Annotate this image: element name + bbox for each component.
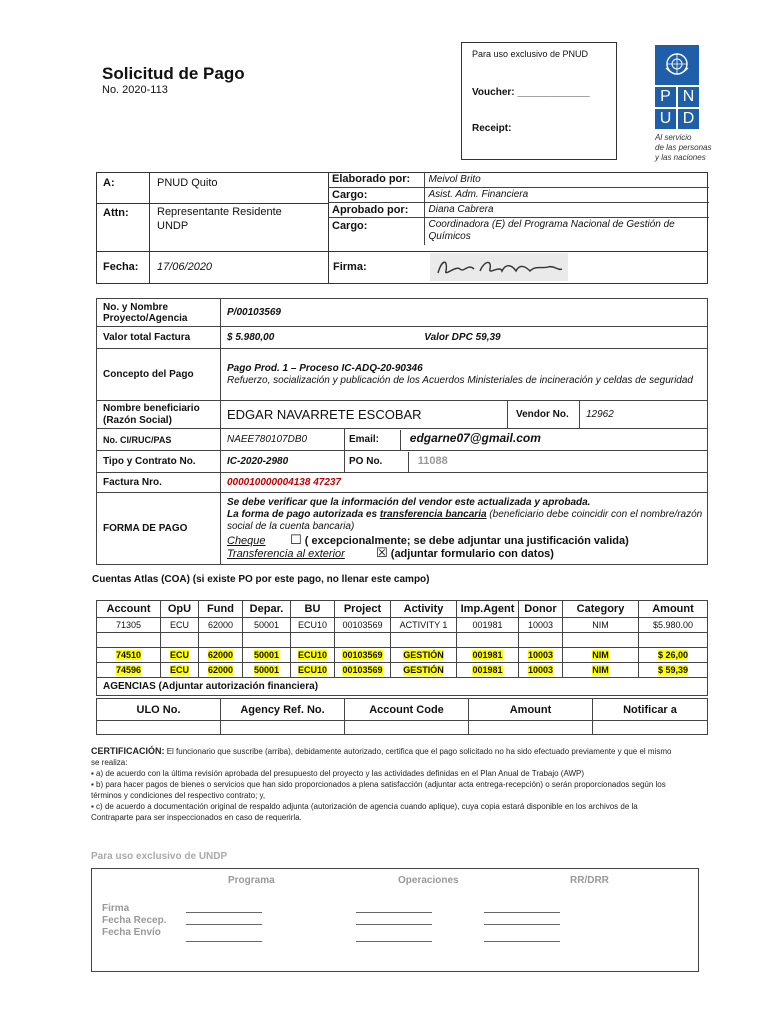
addressee-block	[96, 172, 708, 284]
agencias-header: Account Code	[345, 699, 469, 721]
receipt-field[interactable]: Receipt:	[472, 123, 512, 134]
email-value[interactable]: edgarne07@gmail.com	[409, 430, 541, 445]
coa-cell: 001981	[472, 650, 503, 660]
signature-line[interactable]	[186, 912, 262, 913]
coa-cell: ACTIVITY 1	[391, 618, 457, 633]
logo-caption: Al servicio	[655, 133, 692, 142]
email-label: Email:	[345, 430, 401, 450]
table-row	[97, 721, 708, 735]
coa-header: Depar.	[243, 601, 291, 618]
cheque-note: ( excepcionalmente; se debe adjuntar una justificación valida)	[304, 535, 629, 547]
signatories-table	[328, 172, 709, 245]
coa-cell: 50001	[253, 665, 280, 675]
coa-cell: NIM	[592, 665, 609, 675]
coa-header: Donor	[519, 601, 563, 618]
cert-title: CERTIFICACIÓN:	[91, 746, 165, 756]
undp-box-title: Para uso exclusivo de UNDP	[91, 851, 228, 862]
cert-item-b: ▪ b) para hacer pagos de bienes o servicios que han sido proporcionados a plena satisfacción (adjuntar acta entrega-recepción) o serán proporcionados según los términos y condiciones del respectivo contrato; y,	[91, 780, 666, 800]
pnud-use-box	[461, 42, 617, 160]
cargo-value: Coordinadora (E) del Programa Nacional de Gestión de Químicos	[424, 217, 709, 245]
coa-cell: $ 26,00	[657, 650, 689, 660]
proyecto-value: P/00103569	[221, 299, 708, 327]
signature-line[interactable]	[356, 924, 432, 925]
logo-caption: y las naciones	[655, 153, 706, 162]
po-label: PO No.	[345, 452, 409, 472]
signature-line[interactable]	[186, 924, 262, 925]
project-table	[96, 298, 708, 565]
coa-header: Category	[563, 601, 639, 618]
cert-intro: El funcionario que suscribe (arriba), debidamente autorizado, certifica que el pago solicitado no ha sido efectuado previamente y que el mismo se realiza:	[91, 747, 672, 767]
col-rr-drr: RR/DRR	[570, 875, 609, 886]
signature-line[interactable]	[484, 912, 560, 913]
logo-letter: P	[655, 87, 676, 107]
agencias-title: AGENCIAS (Adjuntar autorización financiera)	[97, 678, 708, 696]
ci-value: NAEE780107DB0	[221, 429, 345, 451]
coa-header: OpU	[161, 601, 199, 618]
transferencia-note: (adjuntar formulario con datos)	[390, 548, 554, 560]
cert-item-a: ▪ a) de acuerdo con la última revisión aprobada del presupuesto del proyecto y las actividades definidas en el Plan Anual de Trabajo (AWP)	[91, 769, 585, 778]
table-row	[97, 663, 708, 678]
logo-letter: U	[655, 109, 676, 129]
coa-cell: 62000	[207, 665, 234, 675]
forma-line-2b: transferencia bancaria	[379, 509, 487, 520]
coa-cell: GESTIÓN	[403, 650, 444, 660]
cert-item-c: ▪ c) de acuerdo a documentación original de respaldo adjunta (autorización de agencia cuando aplique), cuya copia estará disponible en los archivos de la Contraparte para ser inspeccionados en caso de requerirla.	[91, 802, 638, 822]
beneficiario-label: Nombre beneficiario (Razón Social)	[97, 401, 221, 429]
coa-cell: ECU	[169, 665, 189, 675]
coa-cell: 10003	[519, 618, 563, 633]
coa-cell: 62000	[207, 650, 234, 660]
logo-caption: de las personas	[655, 143, 712, 152]
factura-label: Factura Nro.	[97, 473, 221, 493]
a-label: A:	[103, 177, 115, 189]
coa-cell: 62000	[199, 618, 243, 633]
cargo-value: Asist. Adm. Financiera	[424, 187, 709, 202]
factura-value: 000010000004138 47237	[221, 473, 708, 493]
col-operaciones: Operaciones	[398, 875, 459, 886]
un-emblem-icon	[655, 45, 699, 85]
fecha-value: 17/06/2020	[157, 261, 213, 273]
cheque-option: Cheque	[227, 535, 266, 547]
aprobado-value: Diana Cabrera	[424, 202, 709, 217]
table-row	[97, 618, 708, 633]
coa-header: Activity	[391, 601, 457, 618]
coa-cell: 71305	[97, 618, 161, 633]
attn-value-2: UNDP	[157, 220, 189, 232]
cheque-checkbox[interactable]: ☐	[290, 532, 302, 547]
coa-cell: ECU	[161, 618, 199, 633]
forma-pago-label: FORMA DE PAGO	[97, 493, 221, 565]
coa-header: Account	[97, 601, 161, 618]
coa-cell: 74510	[115, 650, 142, 660]
fecha-envio-label: Fecha Envío	[102, 927, 161, 938]
ci-label: No. CI/RUC/PAS	[97, 429, 221, 451]
coa-cell: 00103569	[342, 665, 383, 675]
cargo-label: Cargo:	[328, 187, 424, 202]
concepto-line-1: Pago Prod. 1 – Proceso IC-ADQ-20-90346	[227, 362, 423, 374]
agencias-header: ULO No.	[97, 699, 221, 721]
coa-header: BU	[291, 601, 335, 618]
vendor-value: 12962	[580, 401, 708, 429]
signature-line[interactable]	[356, 941, 432, 942]
forma-line-2a: La forma de pago autorizada es	[227, 509, 380, 520]
signature-line[interactable]	[356, 912, 432, 913]
coa-cell: 00103569	[342, 650, 383, 660]
coa-cell: NIM	[592, 650, 609, 660]
coa-title: Cuentas Atlas (COA) (si existe PO por este pago, no llenar este campo)	[92, 574, 430, 585]
attn-value: Representante Residente	[157, 206, 282, 218]
transferencia-option: Transferencia al exterior	[227, 548, 345, 560]
coa-header: Amount	[639, 601, 708, 618]
attn-label: Attn:	[103, 207, 129, 219]
coa-cell: $ 59,39	[657, 665, 689, 675]
valor-label: Valor total Factura	[97, 327, 221, 349]
coa-header: Project	[335, 601, 391, 618]
agencias-table	[96, 698, 708, 735]
coa-header-row	[97, 601, 708, 618]
coa-header: Fund	[199, 601, 243, 618]
fecha-recep-label: Fecha Recep.	[102, 915, 167, 926]
valor-value: $ 5.980,00	[227, 332, 275, 343]
logo-letter: N	[678, 87, 699, 107]
coa-cell: ECU	[169, 650, 189, 660]
coa-cell: 10003	[527, 650, 554, 660]
vendor-label: Vendor No.	[508, 401, 580, 429]
firma-row-label: Firma	[102, 903, 130, 914]
coa-table	[96, 600, 708, 696]
signature-line[interactable]	[186, 941, 262, 942]
undp-logo	[655, 45, 712, 163]
coa-cell: ECU10	[291, 618, 335, 633]
agencias-header: Notificar a	[593, 699, 708, 721]
transferencia-checkbox[interactable]: ☒	[376, 545, 388, 560]
forma-line-2c: (beneficiario debe coincidir con el nombre/razón social de la cuenta bancaria)	[227, 509, 703, 532]
undp-use-box	[91, 868, 699, 972]
coa-cell: 001981	[457, 618, 519, 633]
firma-label: Firma:	[333, 261, 367, 273]
col-programa: Programa	[228, 875, 275, 886]
certification-text	[91, 746, 681, 823]
beneficiario-value: EDGAR NAVARRETE ESCOBAR	[221, 401, 508, 429]
tipo-label: Tipo y Contrato No.	[97, 451, 221, 473]
elaborado-value: Meivol Brito	[424, 172, 709, 187]
coa-cell: NIM	[563, 618, 639, 633]
coa-cell: 10003	[527, 665, 554, 675]
valor-dpc: Valor DPC 59,39	[424, 332, 501, 343]
a-value: PNUD Quito	[157, 177, 218, 189]
coa-cell: 74596	[115, 665, 142, 675]
logo-letter: D	[678, 109, 699, 129]
voucher-field[interactable]: Voucher: _____________	[472, 87, 590, 98]
forma-line-1: Se debe verificar que la información del vendor este actualizada y aprobada.	[227, 497, 591, 508]
coa-cell: GESTIÓN	[403, 665, 444, 675]
signature-line[interactable]	[484, 924, 560, 925]
coa-cell: 50001	[253, 650, 280, 660]
signature-line[interactable]	[484, 941, 560, 942]
signature-image	[430, 253, 568, 281]
pnud-box-title: Para uso exclusivo de PNUD	[472, 49, 589, 59]
coa-cell: ECU10	[297, 665, 327, 675]
table-row	[97, 633, 708, 648]
po-value: 11088	[417, 454, 448, 467]
table-row	[97, 648, 708, 663]
fecha-label: Fecha:	[103, 261, 139, 273]
aprobado-label: Aprobado por:	[328, 202, 424, 217]
coa-header: Imp.Agent	[457, 601, 519, 618]
proyecto-label: No. y Nombre Proyecto/Agencia	[97, 299, 221, 327]
coa-cell: ECU10	[297, 650, 327, 660]
coa-cell: 50001	[243, 618, 291, 633]
concepto-label: Concepto del Pago	[97, 349, 221, 401]
coa-cell: $5.980.00	[639, 618, 708, 633]
concepto-line-2: Refuerzo, socialización y publicación de los Acuerdos Ministeriales de incineración y celdas de seguridad	[227, 374, 693, 386]
document-number: No. 2020-113	[102, 84, 168, 96]
agencias-header: Agency Ref. No.	[221, 699, 345, 721]
agencias-header: Amount	[469, 699, 593, 721]
document-title: Solicitud de Pago	[102, 64, 245, 83]
elaborado-label: Elaborado por:	[328, 172, 424, 187]
tipo-value: IC-2020-2980	[221, 451, 345, 473]
coa-cell: 00103569	[335, 618, 391, 633]
cargo-label: Cargo:	[328, 217, 424, 245]
coa-cell: 001981	[472, 665, 503, 675]
